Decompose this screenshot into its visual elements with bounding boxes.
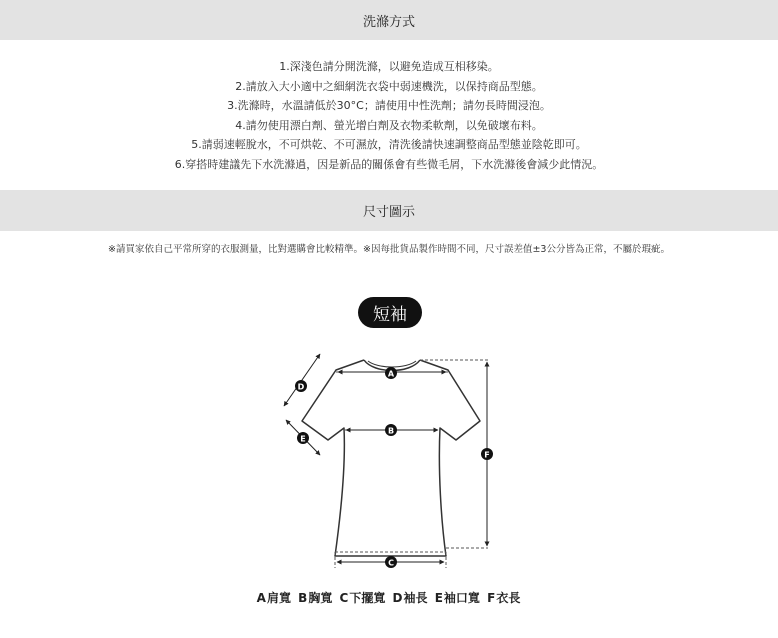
washing-title: 洗滌方式 [362,14,415,30]
marker-f [481,448,493,460]
sleeve-type-label: 短袖 [373,305,407,325]
svg-text:B: B [387,426,395,436]
marker-d [295,380,307,392]
legend-item: F衣長 [487,591,521,605]
legend-item: B胸寬 [298,591,333,605]
svg-text:F: F [484,450,490,460]
instruction-line: 2.請放入大小適中之細網洗衣袋中弱速機洗，以保持商品型態。 [235,79,543,93]
measurement-legend [0,589,778,606]
svg-text:A: A [387,369,395,379]
marker-b [385,424,397,436]
marker-c [385,556,397,568]
legend-item: E袖口寬 [434,591,480,605]
size-note: ※請買家依自己平常所穿的衣服測量，比對選購會比較精準。※因每批貨品製作時間不同，尺寸誤差值±3公分皆為正常，不屬於瑕疵。 [108,244,670,255]
tshirt-outline [302,360,480,556]
svg-text:E: E [300,434,306,444]
size-title: 尺寸圖示 [362,205,415,220]
legend-item: D袖長 [392,591,428,605]
svg-text:C: C [388,558,394,568]
svg-text:D: D [297,382,305,392]
marker-a [385,367,397,379]
legend-item: C下擺寬 [339,591,386,605]
marker-e [297,432,309,444]
instruction-line: 6.穿搭時建議先下水洗滌過，因是新品的關係會有些微毛屑，下水洗滌後會減少此情況。 [174,157,604,171]
tshirt-collar-inner [368,361,416,367]
instruction-line: 5.請弱速輕脫水，不可烘乾、不可濕放，清洗後請快速調整商品型態並陰乾即可。 [191,138,587,151]
instruction-line: 4.請勿使用漂白劑、螢光增白劑及衣物柔軟劑，以免破壞布料。 [235,118,543,132]
instruction-line: 3.洗滌時，水溫請低於30°C；請使用中性洗劑；請勿長時間浸泡。 [227,99,551,112]
legend-item: A肩寬 [256,591,291,605]
sleeve-length-arrow [284,354,320,406]
instruction-line: 1.深淺色請分開洗滌，以避免造成互相移染。 [279,60,499,73]
